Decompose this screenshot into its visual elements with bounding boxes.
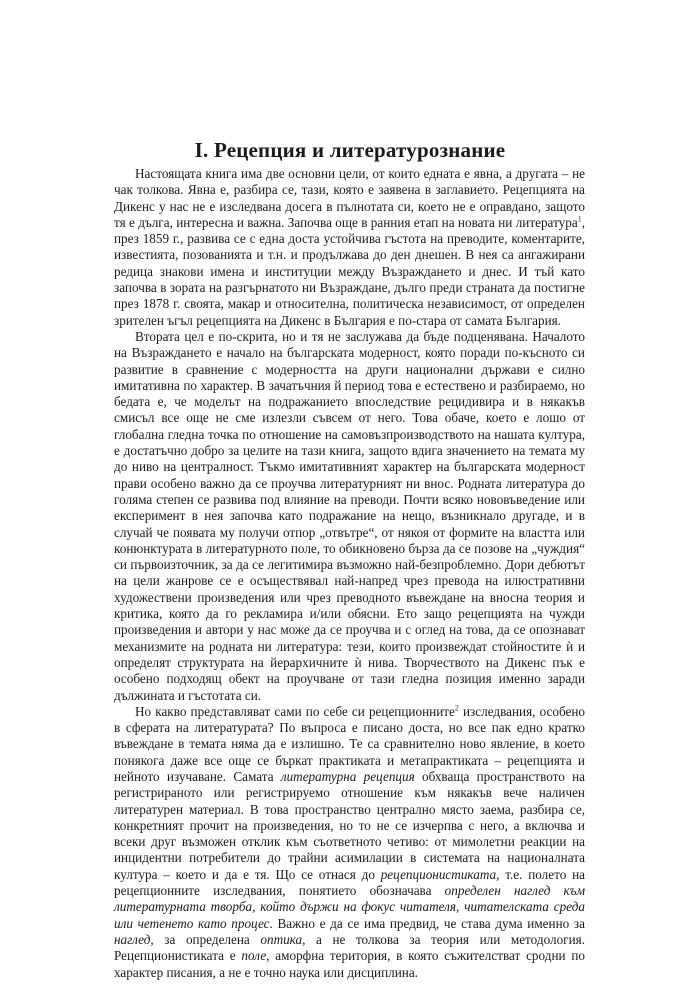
p3-text-6: , за определена — [150, 931, 261, 947]
paragraph-1 — [114, 166, 585, 329]
p3-em-receptionistics: рецепционистиката — [380, 866, 497, 882]
paragraph-3 — [114, 704, 585, 981]
paragraph-1-text: Настоящата книга има две основни цели, от които едната е явна, а другата – не чак толкова. Явна е, разбира се, тази, която е заявена в заглавието. Рецепцията на Дикенс у нас не е изследвана досега в пълнотата си, което не е оправдано, защото тя е дълга, интересна и важна. Започва още в ранния етап на новата ни литература — [114, 166, 585, 230]
footnote-ref-1[interactable]: 1 — [577, 214, 582, 224]
paragraph-2: Втората цел е по-скрита, но и тя не заслужава да бъде подценявана. Началото на Възраждането е начало на българската модерност, която поради по-късното си развитие в сравнение с модерността на други национални държави е силно имитативна по характер. В зачатъчния й период това е естествено и разбираемо, но бедата е, че моделът на подражанието впоследствие рецидивира и в някакъв смисъл все още не сме излезли съвсем от него. Това обаче, което е лошо от глобална гледна точка по отношение на самовъзпроизводството на нашата култура, е достатъчно добро за целите на тази книга, защото вдига значението на темата му до ниво на централност. Тъкмо имитативният характер на българската модерност прави особено важно да се проучва литературният ни внос. Родната литература до голяма степен се развива под влияние на преводи. Почти всяко нововъведение или експеримент в нея започва като подражание на нещо, възникнало другаде, и в случай че появата му получи отпор „отвътре“, от някоя от формите на властта или конюнктурата в литературното поле, то обикновено бърза да се позове на „чуждия“ си първоизточник, за да се легитимира възможно най-безпроблемно. Дори дебютът на цели жанрове се е осъществявал най-напред чрез превода на илюстративни художествени произведения или чрез преводното въвеждане на вносна теория и критика, която да го рекламира и/или обясни. Ето защо рецепцията на чужди произведения и автори у нас може да се проучва и с оглед на това, да се опознават механизмите на родната ни литература: тези, които произвеждат стойностите ѝ и определят структурата на йерархичните ѝ нива. Творчеството на Дикенс пък е особено подходящ обект на проучване от тази гледна позиция именно заради дължината и гъстотата си. — [114, 328, 585, 703]
p3-text-7: , а не толкова за теория или методология. Рецепционистиката е — [114, 931, 585, 964]
p3-text-2: изследвания, особено в сферата на литературата? По въпроса е писано доста, но все пак едно кратко въвеждане в темата няма да е излишно. Те са сравнително ново явление, в което понякога даже все още се бъркат практиката и метапрактиката – рецепцията и нейното изучаване. Самата — [114, 703, 586, 784]
p3-text-5: . Важно е да се има предвид, че става дума именно за — [269, 915, 585, 931]
p3-text-4: , т.е. полето на рецепционните изследвания, понятието обозначава — [114, 866, 585, 899]
p3-text-1: Но какво представляват сами по себе си рецепционните — [135, 703, 455, 719]
chapter-body — [114, 166, 585, 981]
p3-em-definition: определен наглед към литературната творба, който държи на фокус читателя, читателската среда или четенето като процес — [114, 883, 585, 931]
chapter-title: I. Рецепция и литературознание — [194, 138, 506, 163]
p3-text-8: , аморфна територия, в която съжителстват сродни по характер писания, а не е точно наука или дисциплина. — [114, 948, 585, 980]
p3-text-3: обхваща пространството на регистрираното или регистрируемо отношение към някакъв вече наличен литературен материал. В това пространство централно място заема, разбира се, конкретният прочит на произведения, но то не се изчерпва с него, а включва и всеки друг възможен отклик към съответното четиво: от мимолетни реакции на инцидентни потребители до трайни асимилации в системата на националната култура – което и да е тя. Що се отнася до — [114, 768, 585, 882]
p3-em-view: наглед — [114, 931, 151, 947]
p3-em-field: поле — [241, 948, 267, 964]
footnote-ref-2[interactable]: 2 — [454, 703, 459, 713]
paragraph-1-text-cont: , през 1859 г., развива се с една доста устойчива гъстота на преводите, коментарите, известията, позованията и т.н. и продължава до ден днешен. В нея са ангажирани редица знакови имена и институции между Възраждането и днес. И тъй като започва в зората на разгърнатото ни Възраждане, дълго преди страната да постигне през 1878 г. своята, макар и относителна, политическа независимост, от определен зрителен ъгъл рецепцията на Дикенс в България е по-стара от самата България. — [114, 214, 585, 328]
p3-em-optics: оптика — [260, 931, 303, 947]
p3-em-literary-reception: литературна рецепция — [280, 768, 415, 784]
